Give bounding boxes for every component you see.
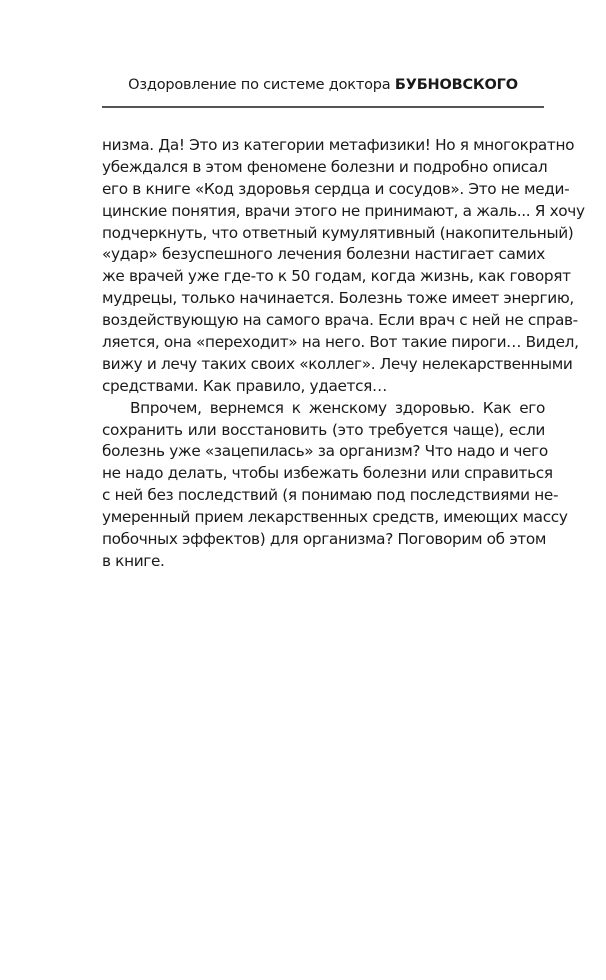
text-line: вижу и лечу таких своих «коллег». Лечу нелекарственными xyxy=(102,354,573,373)
text-line: умеренный прием лекарственных средств, имеющих массу xyxy=(102,508,568,527)
text-line: ляется, она «переходит» на него. Вот такие пироги… Видел, xyxy=(102,333,579,352)
text-line: цинские понятия, врачи этого не принимают, а жаль... Я хочу xyxy=(102,201,585,220)
text-line: в книге. xyxy=(102,551,165,570)
text-line: побочных эффектов) для организма? Поговорим об этом xyxy=(102,530,547,549)
text-line: же врачей уже где-то к 50 годам, когда жизнь, как говорят xyxy=(102,267,571,286)
text-line: «удар» безуспешного лечения болезни настигает самих xyxy=(102,245,545,264)
text-line: убеждался в этом феномене болезни и подробно описал xyxy=(102,157,548,176)
text-line: воздействующую на самого врача. Если врач с ней не справ- xyxy=(102,311,578,330)
text-line: болезнь уже «зацепилась» за организм? Что надо и чего xyxy=(102,442,548,461)
text-line: с ней без последствий (я понимаю под последствиями не- xyxy=(102,486,559,505)
header-rule xyxy=(102,106,544,108)
text-line: низма. Да! Это из категории метафизики! Но я многократно xyxy=(102,136,575,154)
text-line: мудрецы, только начинается. Болезнь тоже имеет энергию, xyxy=(102,289,574,308)
page-body xyxy=(102,135,585,573)
text-line: подчеркнуть, что ответный кумулятивный (накопительный) xyxy=(102,223,574,242)
header-author: БУБНОВСКОГО xyxy=(394,77,518,93)
text-line: Впрочем, вернемся к женскому здоровью. Как его xyxy=(130,398,545,417)
text-line: его в книге «Код здоровья сердца и сосудов». Это не меди- xyxy=(102,179,570,198)
header-title: Оздоровление по системе доктора xyxy=(128,77,391,93)
text-line: сохранить или восстановить (это требуется чаще), если xyxy=(102,420,545,439)
running-header xyxy=(102,77,544,93)
text-line: средствами. Как правило, удается… xyxy=(102,376,387,395)
text-line: не надо делать, чтобы избежать болезни или справиться xyxy=(102,464,553,483)
